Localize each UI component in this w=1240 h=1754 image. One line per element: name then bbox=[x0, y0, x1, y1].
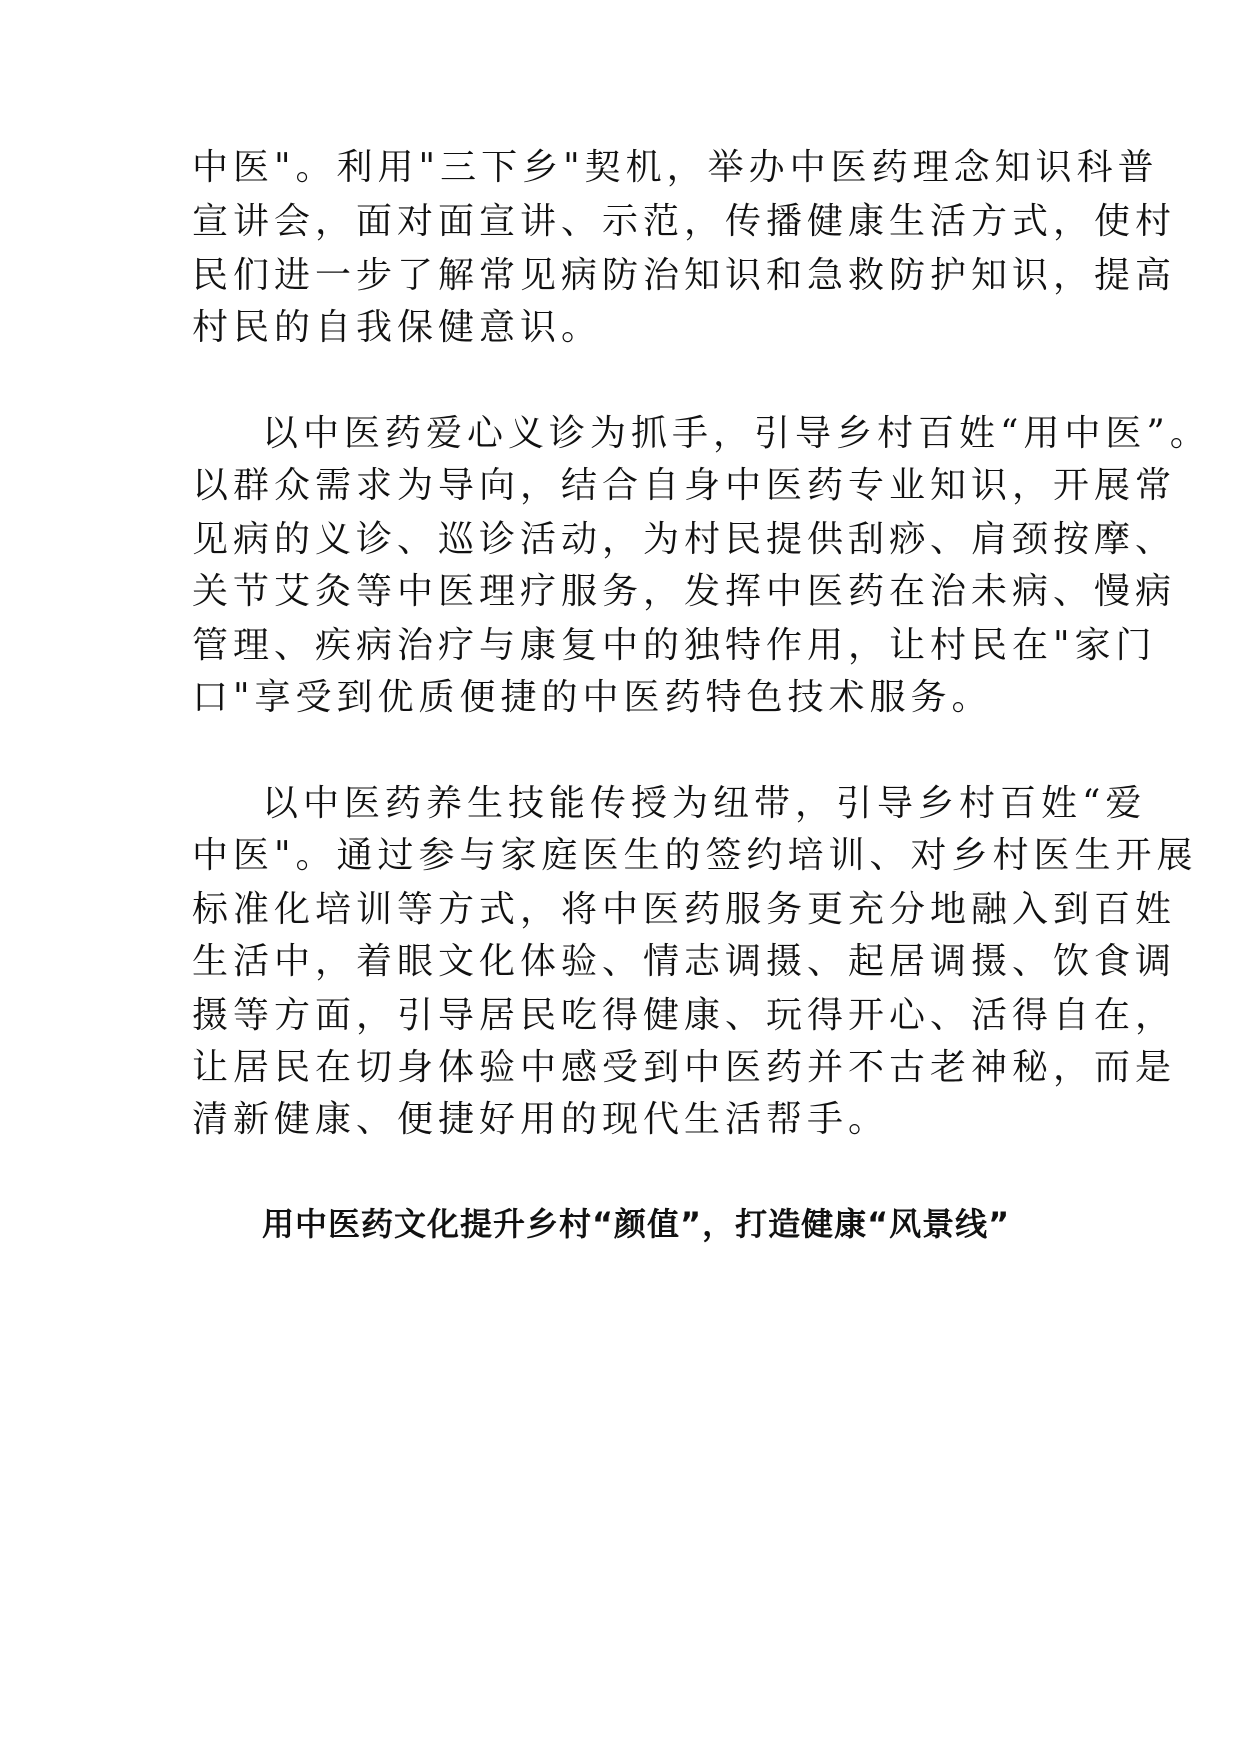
paragraph2-line-3: 见病的义诊、巡诊活动，为村民提供刮痧、肩颈按摩、 bbox=[192, 519, 1177, 560]
paragraph3-line-5: 摄等方面，引导居民吃得健康、玩得开心、活得自在， bbox=[192, 995, 1177, 1036]
paragraph1-line-3: 民们进一步了解常见病防治知识和急救防护知识，提高 bbox=[192, 255, 1177, 296]
paragraph3-line-2: 中医"。通过参与家庭医生的签约培训、对乡村医生开展 bbox=[192, 835, 1198, 876]
section-heading: 用中医药文化提升乡村“颜值”，打造健康“风景线” bbox=[262, 1205, 1011, 1243]
paragraph2-line-1: 以中医药爱心义诊为抓手，引导乡村百姓“用中医”。 bbox=[262, 413, 1211, 454]
paragraph1-line-4: 村民的自我保健意识。 bbox=[192, 307, 603, 348]
paragraph3-line-7: 清新健康、便捷好用的现代生活帮手。 bbox=[192, 1099, 890, 1140]
paragraph3-line-4: 生活中，着眼文化体验、情志调摄、起居调摄、饮食调 bbox=[192, 941, 1177, 982]
paragraph2-line-2: 以群众需求为导向，结合自身中医药专业知识，开展常 bbox=[192, 465, 1177, 506]
paragraph1-line-2: 宣讲会，面对面宣讲、示范，传播健康生活方式，使村 bbox=[192, 201, 1177, 242]
paragraph3-line-3: 标准化培训等方式，将中医药服务更充分地融入到百姓 bbox=[192, 889, 1177, 930]
paragraph2-line-5: 管理、疾病治疗与康复中的独特作用，让村民在"家门 bbox=[192, 625, 1157, 666]
paragraph2-line-6: 口"享受到优质便捷的中医药特色技术服务。 bbox=[192, 677, 993, 718]
paragraph1-line-1: 中医"。利用"三下乡"契机，举办中医药理念知识科普 bbox=[192, 147, 1159, 188]
paragraph2-line-4: 关节艾灸等中医理疗服务，发挥中医药在治未病、慢病 bbox=[192, 571, 1177, 612]
paragraph3-line-6: 让居民在切身体验中感受到中医药并不古老神秘，而是 bbox=[192, 1047, 1177, 1088]
paragraph3-line-1: 以中医药养生技能传授为纽带，引导乡村百姓“爱 bbox=[262, 783, 1147, 824]
